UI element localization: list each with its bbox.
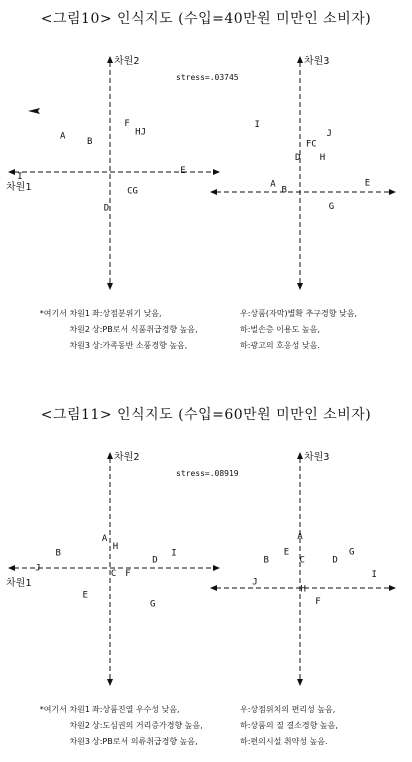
note-prefix: 차원2: [69, 325, 90, 334]
note-right: 우:상품(자막)별확 추구경향 낮음,: [240, 309, 358, 318]
point-label: I: [371, 570, 377, 580]
axis-arrow-up-icon: [297, 56, 303, 63]
point-label: E: [82, 590, 88, 601]
note-row-dimension-1: [34, 702, 404, 718]
point-label: F: [315, 597, 321, 607]
note-row-dimension-3: [34, 734, 404, 750]
point-label: D: [103, 203, 110, 214]
point-label: F: [125, 569, 131, 580]
axis-arrow-down-icon: [107, 283, 113, 290]
axis-arrow-left-icon: [210, 189, 217, 195]
note-row-dimension-1: [34, 306, 404, 322]
note-prefix: 차원2: [69, 721, 90, 730]
point-label: H: [112, 542, 119, 553]
point-label: H: [300, 584, 306, 595]
note-row-dimension-2: [34, 718, 404, 734]
point-label: F: [124, 119, 130, 130]
pointer-arrow-icon: [28, 108, 40, 114]
point-label: HJ: [135, 127, 147, 138]
note-prefix: 차원3: [69, 341, 90, 350]
note-prefix: 차원3: [69, 737, 90, 746]
figure-10-notes: [34, 306, 404, 354]
point-label: B: [281, 185, 287, 196]
point-label: A: [101, 534, 108, 544]
note-right: 하:광고의 호응성 낮음.: [240, 341, 320, 350]
point-label: E: [283, 547, 290, 558]
y-axis-label: 차원2: [114, 56, 140, 67]
note-right: 하:편의시설 취약성 높음.: [240, 737, 328, 746]
axis-arrow-right-icon: [389, 189, 396, 195]
point-label: B: [87, 137, 93, 148]
point-label: A: [270, 179, 276, 190]
x-axis-label: 차원1: [6, 182, 32, 193]
point-label: I: [17, 172, 23, 183]
stress-value: stress=.08919: [176, 469, 239, 478]
point-label: J: [252, 577, 258, 588]
y-axis-label: 차원2: [114, 452, 140, 463]
point-label: E: [180, 165, 186, 176]
note-left: 상:가족동반 소풍경향 높음,: [92, 341, 188, 350]
axis-arrow-down-icon: [297, 679, 303, 686]
axis-arrow-right-icon: [213, 169, 220, 175]
point-label: D: [332, 555, 338, 566]
x-axis-label: 차원1: [6, 578, 32, 589]
axis-arrow-down-icon: [297, 283, 303, 290]
point-label: J: [326, 129, 332, 139]
point-label: D: [295, 152, 301, 163]
axis-arrow-right-icon: [213, 565, 220, 571]
note-prefix: *여기서 차원1: [39, 309, 90, 318]
point-label: E: [364, 178, 371, 189]
axis-arrow-left-icon: [8, 169, 15, 175]
point-label: B: [55, 548, 61, 559]
point-label: C: [110, 569, 117, 580]
note-left: 좌:상품진열 우수성 낮음,: [92, 705, 180, 714]
point-label: I: [171, 548, 177, 559]
axis-arrow-left-icon: [210, 585, 217, 591]
point-label: I: [254, 120, 260, 130]
point-label: FC: [305, 139, 317, 150]
axis-arrow-up-icon: [107, 452, 113, 459]
figure-11-perceptual-map: [0, 446, 412, 696]
note-left: 좌:상점분위기 낮음,: [92, 309, 162, 318]
point-label: G: [150, 599, 156, 610]
point-label: D: [152, 555, 158, 566]
axis-arrow-up-icon: [297, 452, 303, 459]
point-label: C: [299, 555, 305, 566]
point-label: CG: [127, 186, 138, 197]
point-label: G: [349, 547, 355, 558]
point-label: H: [319, 152, 326, 163]
point-label: B: [263, 555, 269, 566]
note-prefix: *여기서 차원1: [39, 705, 90, 714]
stress-value: stress=.03745: [176, 73, 239, 82]
point-label: J: [35, 563, 41, 574]
note-left: 상:PB로서 식품취급경향 높음,: [92, 325, 198, 334]
figure-10-perceptual-map: [0, 50, 412, 300]
axis-arrow-down-icon: [107, 679, 113, 686]
point-label: A: [297, 531, 303, 542]
note-left: 상:PB로서 의류취급경향 높음,: [92, 737, 198, 746]
note-row-dimension-2: [34, 322, 404, 338]
point-label: A: [60, 131, 66, 142]
y-axis-label: 차원3: [304, 452, 330, 463]
note-row-dimension-3: [34, 338, 404, 354]
note-left: 상:도심권의 거리증가경향 높음,: [92, 721, 203, 730]
axis-arrow-left-icon: [8, 565, 15, 571]
note-right: 하:벌손층 이용도 높음,: [240, 325, 320, 334]
point-label: G: [328, 201, 335, 212]
y-axis-label: 차원3: [304, 56, 330, 67]
axis-arrow-up-icon: [107, 56, 113, 63]
figure-10-title: <그림10> 인식지도 (수입=40만원 미만인 소비자): [40, 11, 372, 27]
figure-11-notes: [34, 702, 404, 750]
axis-arrow-right-icon: [389, 585, 396, 591]
note-right: 우:상점위치의 편리성 높음,: [240, 705, 336, 714]
note-right: 하:상품의 질 결소경향 높음,: [240, 721, 338, 730]
figure-11-title: <그림11> 인식지도 (수입=60만원 미만인 소비자): [40, 407, 372, 423]
